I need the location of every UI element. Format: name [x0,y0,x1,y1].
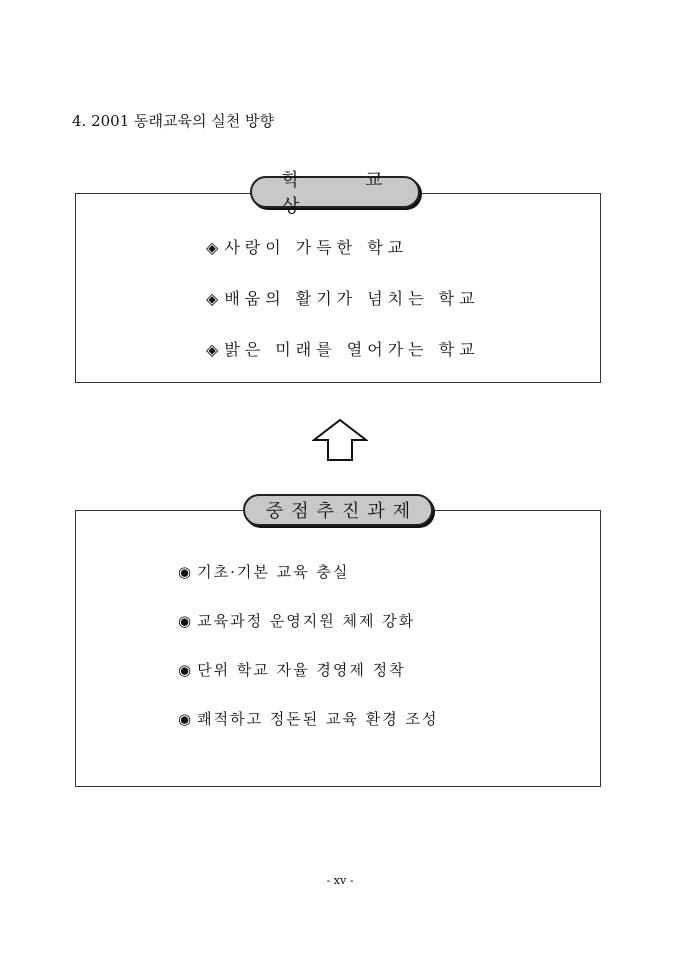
task-item [178,561,349,582]
circle-bullet-icon: ◉ [178,710,192,728]
up-arrow-icon [312,418,368,462]
circle-bullet-icon: ◉ [178,563,192,581]
task-item [178,708,439,729]
key-tasks-box [75,510,601,787]
vision-item [206,337,480,360]
vision-item-text: 사랑이 가득한 학교 [224,238,409,257]
school-vision-title: 학 교 상 [250,176,420,208]
task-item-text: 기초·기본 교육 충실 [197,563,350,581]
circle-bullet-icon: ◉ [178,612,192,630]
section-heading: 4. 2001 동래교육의 실천 방향 [72,112,274,130]
diamond-bullet-icon: ◈ [206,340,219,359]
key-tasks-title: 중점추진과제 [243,494,433,526]
vision-item [206,235,408,258]
vision-item-text: 배움의 활기가 넘치는 학교 [224,289,480,308]
task-item-text: 교육과정 운영지원 체제 강화 [197,612,416,630]
task-item [178,610,415,631]
task-item-text: 쾌적하고 정돈된 교육 환경 조성 [197,710,439,728]
vision-item-text: 밝은 미래를 열어가는 학교 [224,340,480,359]
circle-bullet-icon: ◉ [178,661,192,679]
task-item [178,659,406,680]
vision-item [206,286,480,309]
diamond-bullet-icon: ◈ [206,289,219,308]
diamond-bullet-icon: ◈ [206,238,219,257]
task-item-text: 단위 학교 자율 경영제 정착 [197,661,406,679]
page-number: - xv - [326,874,354,887]
